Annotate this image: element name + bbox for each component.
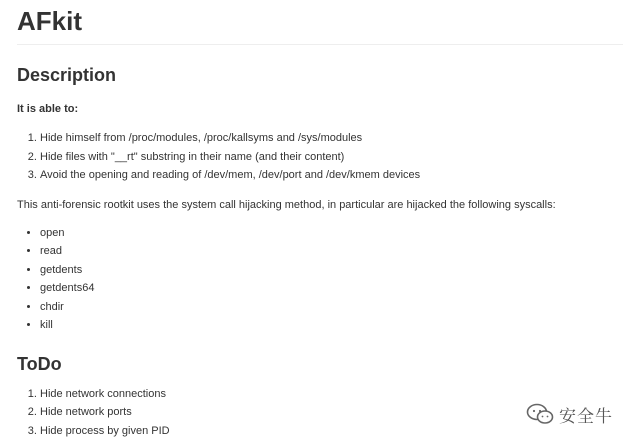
- watermark: [526, 402, 613, 426]
- list-item: • open: [40, 224, 623, 243]
- description-heading: Description: [17, 65, 117, 85]
- readme-document: [17, 0, 623, 440]
- page-title: AFkit: [17, 0, 623, 45]
- list-item: 2. Hide files with "__rt" substring in their name (and their content): [40, 148, 623, 167]
- able-label: It is able to:: [17, 103, 79, 115]
- list-item: 1. Hide himself from /proc/modules, /proc/kallsyms and /sys/modules: [40, 129, 623, 148]
- features-list: [17, 129, 623, 185]
- list-item: • kill: [40, 316, 623, 335]
- watermark-text: 安全牛: [559, 406, 613, 426]
- intro-text: This anti-forensic rootkit uses the system call hijacking method, in particular are hijacked the following syscalls:: [17, 198, 556, 211]
- list-item: • getdents64: [40, 279, 623, 298]
- list-item: 3. Hide process by given PID: [40, 422, 623, 441]
- list-item: • chdir: [40, 298, 623, 317]
- list-item: • read: [40, 242, 623, 261]
- syscalls-list: [17, 224, 623, 335]
- list-item: • getdents: [40, 261, 623, 280]
- list-item: 2. Hide network ports: [40, 403, 623, 422]
- wechat-icon: [526, 403, 554, 425]
- list-item: 3. Avoid the opening and reading of /dev/mem, /dev/port and /dev/kmem devices: [40, 166, 623, 185]
- list-item: 1. Hide network connections: [40, 385, 623, 404]
- todo-heading: ToDo: [17, 353, 62, 374]
